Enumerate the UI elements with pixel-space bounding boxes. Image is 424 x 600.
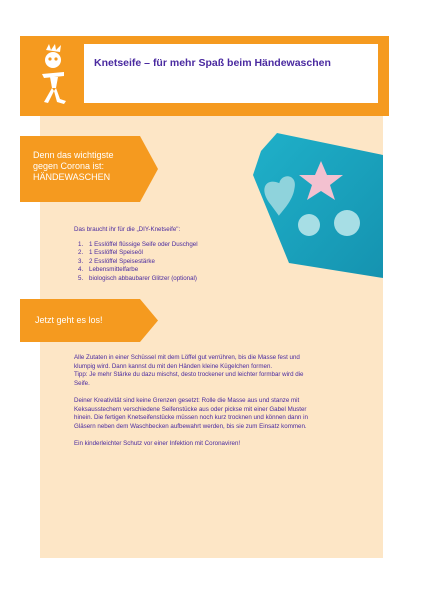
callout-corona-line2: gegen Corona ist: [33, 161, 105, 171]
callout-corona-line1: Denn das wichtigste [33, 150, 114, 160]
header-title-box [84, 44, 378, 103]
list-item: 3. 2 Esslöffel Speisestärke [78, 257, 155, 265]
page-title: Knetseife – für mehr Spaß beim Händewaschen [94, 57, 331, 69]
closing-sentence: Ein kinderleichter Schutz vor einer Infektion mit Coronaviren! [74, 439, 241, 447]
instructions-text [74, 354, 364, 457]
list-item: 2. 1 Esslöffel Speiseöl [78, 249, 143, 257]
ingredients-list [78, 241, 198, 283]
callout-start-label: Jetzt geht es los! [35, 315, 103, 325]
instructions-paragraph-2: Deiner Kreativität sind keine Grenzen gesetzt: Rolle die Masse aus und stanze mit Keksausstechern verschiedene Seifenstücke aus oder pickse mit einer Gabel Muster hinein. Die fertigen Knetseifenstücke müssen noch kurz trocknen und können dann in Gläsern neben dem Waschbecken aufbewahrt werden, bis sie zum Einsatz kommen. [74, 396, 308, 430]
callout-start [20, 299, 158, 342]
instructions-paragraph-1: Alle Zutaten in einer Schüssel mit dem Löffel gut verrühren, bis die Masse fest und klumpig wird. Dann kannst du mit den Händen kleine Kügelchen formen. Tipp: Je mehr Stärke du dazu mischst, desto trockener und leichter formbar wird die Seife. [74, 354, 304, 387]
header-bar [20, 36, 389, 116]
list-item: 4. Lebensmittelfarbe [78, 266, 139, 274]
ingredients-intro: Das braucht ihr für die „DIY-Knetseife": [74, 226, 181, 233]
list-item: 5. biologisch abbaubarer Glitzer (optional) [78, 274, 197, 282]
child-figure-icon [36, 44, 70, 106]
list-item: 1. 1 Esslöffel flüssige Seife oder Duschgel [78, 241, 198, 248]
callout-corona [20, 136, 158, 202]
callout-corona-line3: HÄNDEWASCHEN [33, 172, 111, 182]
soap-dough-shapes-photo [253, 133, 383, 278]
